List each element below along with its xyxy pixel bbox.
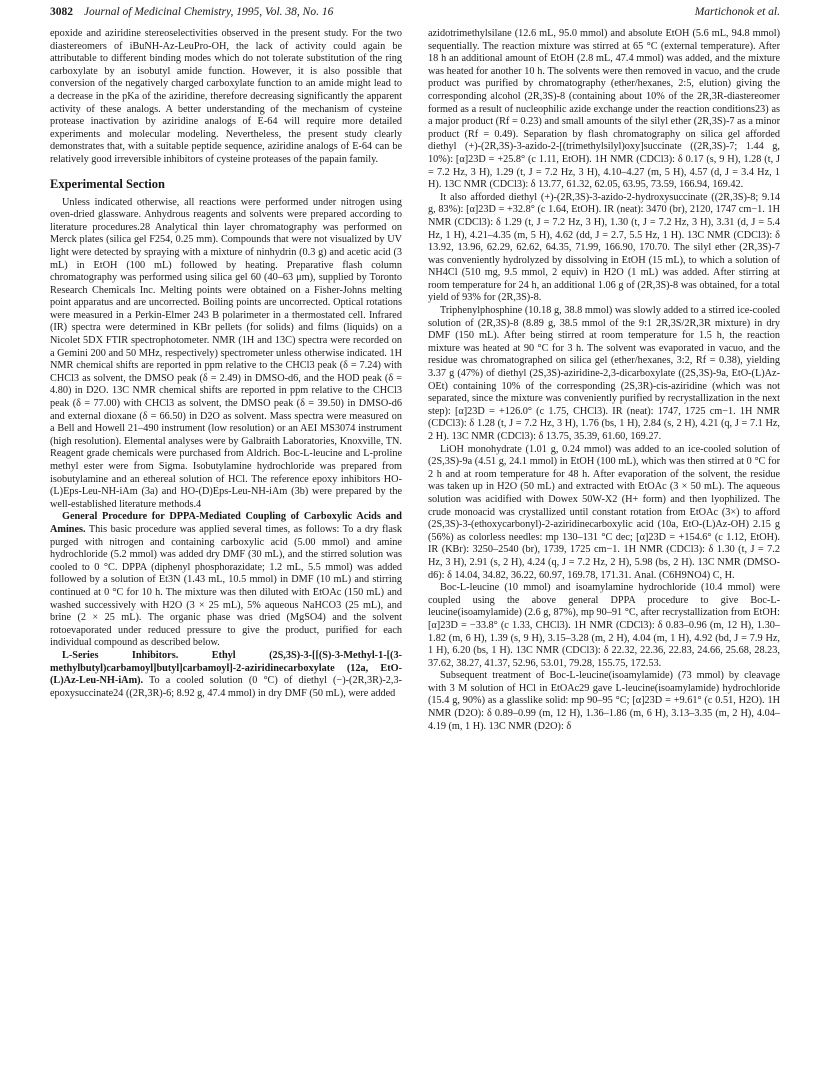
page-number: 3082	[50, 6, 73, 18]
boc-leucine-paragraph: Boc-L-leucine (10 mmol) and isoamylamine hydrochloride (10.4 mmol) were coupled using the above general DPPA procedure to give Boc-L-leucine(isoamylamide) (2.6 g, 87%), mp 90–91 °C, after recrystallization from EtOH: [α]23D = −33.8° (c 1.33, CHCl3). 1H NMR (CDCl3): δ 0.83–0.96 (m, 12 H), 1.30–1.82 (m, 6 H), 1.39 (s, 9 H), 3.15–3.28 (m, 2 H), 4.04 (m, 1 H), 4.92 (bd, J = 7.9 Hz, 1 H), 6.20 (bs, 1 H). 13C NMR (CDCl3): δ 22.32, 22.36, 22.83, 24.66, 25.68, 28.23, 37.62, 38.27, 41.37, 52.96, 53.01, 79.28, 155.75, 172.53.	[428, 582, 780, 669]
l-series-paragraph	[50, 650, 402, 700]
dppa-procedure-heading: General Procedure for DPPA-Mediated Coupling of Carboxylic Acids and Amines.	[50, 511, 402, 535]
general-methods-paragraph: Unless indicated otherwise, all reactions were performed under nitrogen using oven-dried glassware. Anhydrous reagents and solvents were prepared according to literature procedures.28 Analytical thin layer chromatography was performed on Merck plates (silica gel F254, 0.25 mm). Compounds that were not visualized by UV light were detected by spraying with a mixture of ninhydrin (0.3 g) and acetic acid (3 mL) in EtOH (100 mL) followed by heating. Preparative flash column chromatography was performed using silica gel 60 (40–63 μm), supplied by Toronto Research Chemicals Inc. Melting points were obtained on a Fisher-Johns melting point apparatus and are uncorrected. Boiling points are uncorrected. Optical rotations were measured in a Perkin-Elmer 243 B polarimeter in a thermostated cell. Infrared (IR) spectra were determined in KBr pellets (for solids) and films (liquids) on a Nicolet 5DX FTIR spectrophotometer. NMR (1H and 13C) spectra were recorded on a Gemini 200 and 50 MHz, respectively) spectrometer unless otherwise indicated. 1H NMR chemical shifts are reported in ppm relative to the CHCl3 peak (δ = 7.24) with CHCl3 as solvent, the DMSO peak (δ = 2.49) in DMSO-d6, and the HOD peak (δ = 4.80) in D2O. 13C NMR chemical shifts are reported in ppm relative to the CHCl3 peak (δ = 77.00) with CHCl3 as solvent, the DMSO peak (δ = 39.50) in DMSO-d6 and external dioxane (δ = 66.50) in D2O as solvent. Mass spectra were measured on a Bell and Howell 21–490 instrument (low resolution) or an AEI MS3074 instrument (high resolution). Elemental analyses were by Galbraith Laboratories, Knoxville, TN. Reagent grade chemicals were purchased from Aldrich. Boc-L-leucine and L-proline methyl ester were from Sigma. Isobutylamine hydrochloride was prepared from isobutylamine and an ethereal solution of HCl. The reference epoxy inhibitors HO-(L)Eps-Leu-NH-iAm (3a) and HO-(D)Eps-Leu-NH-iAm (3b) were prepared by the well-established literature methods.4	[50, 196, 402, 510]
azide-opening-paragraph: azidotrimethylsilane (12.6 mL, 95.0 mmol) and absolute EtOH (5.6 mL, 94.8 mmol) sequentially. The reaction mixture was stirred at 65 °C (external temperature). After 18 h an additional amount of EtOH (2.8 mL, 47.4 mmol) was added, and the mixture was heated for another 10 h. The solvents were then removed in vacuo, and the crude product was purified by chromatography (ether/hexanes, 2:5, elution) giving the corresponding alcohol (2R,3S)-8 (containing about 10% of the 2R,3R-diastereomer formed as a result of nucleophilic azide exchange under the reaction conditions23) as a major product (Rf = 0.23) and small amounts of the silyl ether (2R,3S)-7 as a minor product (Rf = 0.49). Separation by flash chromatography on silica gel afforded diethyl (+)-(2R,3S)-3-azido-2-[(trimethylsilyl)oxy]succinate ((2R,3S)-7; 1.44 g, 10%): [α]23D = +25.8° (c 1.11, EtOH). 1H NMR (CDCl3): δ 0.17 (s, 9 H), 1.28 (t, J = 7.2 Hz, 3 H), 1.29 (t, J = 7.2 Hz, 3 H), 4.10–4.27 (m, 5 H), 4.57 (d, J = 3.4 Hz, 1 H). 13C NMR (CDCl3): δ 13.77, 61.32, 62.05, 63.95, 73.59, 166.94, 169.42.	[428, 28, 780, 191]
running-authors: Martichonok et al.	[694, 6, 780, 18]
journal-citation: Journal of Medicinal Chemistry, 1995, Vol. 38, No. 16	[83, 6, 334, 18]
leucine-hydrochloride-paragraph: Subsequent treatment of Boc-L-leucine(isoamylamide) (73 mmol) by cleavage with 3 M solution of HCl in EtOAc29 gave L-leucine(isoamylamide) hydrochloride (15.4 g, 90%) as a glasslike solid: mp 90–95 °C; [α]23D = +9.61° (c 0.51, H2O). 1H NMR (D2O): δ 0.89–0.99 (m, 12 H), 1.36–1.86 (m, 6 H), 3.13–3.35 (m, 2 H), 4.04–4.19 (m, 1 H). 13C NMR (D2O): δ	[428, 670, 780, 732]
monoacid-paragraph: LiOH monohydrate (1.01 g, 0.24 mmol) was added to an ice-cooled solution of (2S,3S)-9a (4.51 g, 24.1 mmol) in EtOH (100 mL), which was then stirred at 0 °C for 2 h and at room temperature for 48 h. After evaporation of the solvent, the residue was taken up in H2O (50 mL) and extracted with EtOAc (3 × 50 mL). The aqueous solution was acidified with Dowex 50W-X2 (H+ form) and then lyophilized. The crude monoacid was crystallized until constant rotation from EtOAc (3×) to afford (2S,3S)-3-(ethoxycarbonyl)-2-aziridinecarboxylic acid (10a, EtO-(L)Az-OH) 2.15 g (56%) as colorless needles: mp 130–131 °C dec; [α]23D = +154.6° (c 1.12, EtOH). IR (KBr): 3250–2540 (br), 1739, 1725 cm−1. 1H NMR (CDCl3): δ 1.30 (t, J = 7.2 Hz, 3 H), 2.91 (s, 2 H), 4.24 (q, J = 7.2 Hz, 2 H), 5.98 (bs, 2 H). 13C NMR (DMSO-d6): δ 14.04, 34.82, 36.22, 60.97, 169.78, 171.31. Anal. (C6H9NO4) C, H.	[428, 443, 780, 581]
dppa-procedure-text: This basic procedure was applied several times, as follows: To a dry flask purged with nitrogen and containing carboxylic acid (5.00 mmol) and amine hydrochloride (5.2 mmol) was added dry DMF (30 mL), and the stirred solution was cooled to 0 °C. DPPA (diphenyl phosphorazidate; 1.2 mL, 5.5 mmol) was added followed by a solution of Et3N (1.43 mL, 10.5 mmol) in DMF (10 mL) and stirring continued at 0 °C for 10 h. The mixture was then diluted with EtOAc (150 mL) and washed successively with H2O (3 × 25 mL), 5% aqueous NaHCO3 (25 mL), and brine (2 × 25 mL). The organic phase was dried (MgSO4) and the solvent rotoevaporated under reduced pressure to give the product, purified for each individual compound as described below.	[50, 523, 402, 649]
aziridine-formation-paragraph: Triphenylphosphine (10.18 g, 38.8 mmol) was slowly added to a stirred ice-cooled solution of (2R,3S)-8 (8.89 g, 38.5 mmol of the 9:1 2R,3S/2R,3R mixture) in dry DMF (150 mL). After being stirred at room temperature for 1.5 h, the reaction mixture was heated at 90 °C for 3 h. The solvent was evaporated in vacuo, and the residue was chromatographed on silica gel (ether/hexanes, 3:2, Rf = 0.38), yielding 3.37 g (47%) of diethyl (2S,3S)-aziridine-2,3-dicarboxylate ((2S,3S)-9a, EtO-(L)Az-OEt) containing 10% of the corresponding (2S,3R)-cis-aziridine (which was not separated, since the mixture was conveniently purified by recrystallization in the next step): [α]23D = +126.0° (c 1.75, CHCl3). IR (neat): 1747, 1725 cm−1. 1H NMR (CDCl3): δ 1.28 (t, J = 7.2 Hz, 3 H), 1.76 (bs, 1 H), 2.84 (s, 2 H), 4.21 (q, J = 7.1 Hz, 2 H). 13C NMR (CDCl3): δ 13.75, 35.39, 61.60, 169.27.	[428, 305, 780, 442]
hydroxysuccinate-paragraph: It also afforded diethyl (+)-(2R,3S)-3-azido-2-hydroxysuccinate ((2R,3S)-8; 9.14 g, 83%): [α]23D = +32.8° (c 1.64, EtOH). IR (neat): 3470 (br), 2120, 1747 cm−1. 1H NMR (CDCl3): δ 1.29 (t, J = 7.2 Hz, 3 H), 1.30 (t, J = 7.2 Hz, 3 H), 3.31 (d, J = 5.4 Hz, 1 H), 4.21–4.35 (m, 5 H), 4.62 (dd, J = 2.7, 5.5 Hz, 1 H). 13C NMR (CDCl3): δ 13.92, 13.96, 62.29, 62.62, 64.35, 71.99, 166.90, 170.70. The silyl ether (2R,3S)-7 was conveniently hydrolyzed by dissolving in EtOH (15 mL), to which a solution of NH4Cl (510 mg, 9.5 mmol, 2 equiv) in H2O (1 mL) was added. After stirring at room temperature for 24 h, an additional 1.06 g of (2R,3S)-8 was obtained, for a total yield of 93% for (2R,3S)-8.	[428, 191, 780, 304]
l-series-heading: L-Series Inhibitors. Ethyl (2S,3S)-3-[[(S)-3-Methyl-1-[(3-methylbutyl)carbamoyl]butyl]carbamoyl]-2-aziridinecarboxylate (12a, EtO-(L)Az-Leu-NH-iAm).	[50, 649, 402, 687]
page-header	[50, 4, 780, 20]
section-title: Experimental Section	[50, 176, 165, 191]
right-column	[428, 28, 780, 733]
discussion-paragraph: epoxide and aziridine stereoselectivities observed in the present study. For the two diastereomers of iBuNH-Az-LeuPro-OH, the lack of activity could again be attributable to different binding modes which do not tolerate substitution of the ring carboxylate by an isobutyl amide function. However, it is also possible that conversion of the negatively charged carboxylate function to an amide might lead to a decrease in the pKa of the aziridine, therefore decreasing significantly the apparent activity of these analogs. A better understanding of the mechanism of cysteine protease inactivation by aziridine analogs of E-64 will require more detailed experiments and molecular modeling. Nevertheless, the present study clearly demonstrates that, with a suitable peptide sequence, aziridine analogs of E-64 can be relatively good irreversible inhibitors of cysteine proteases of the papain family.	[50, 28, 402, 165]
l-series-text: To a cooled solution (0 °C) of diethyl (−)-(2R,3R)-2,3-epoxysuccinate24 ((2R,3R)-6; 8.92 g, 47.4 mmol) in dry DMF (50 mL), were added	[50, 675, 402, 699]
dppa-procedure-paragraph	[50, 511, 402, 650]
left-column	[50, 28, 402, 700]
